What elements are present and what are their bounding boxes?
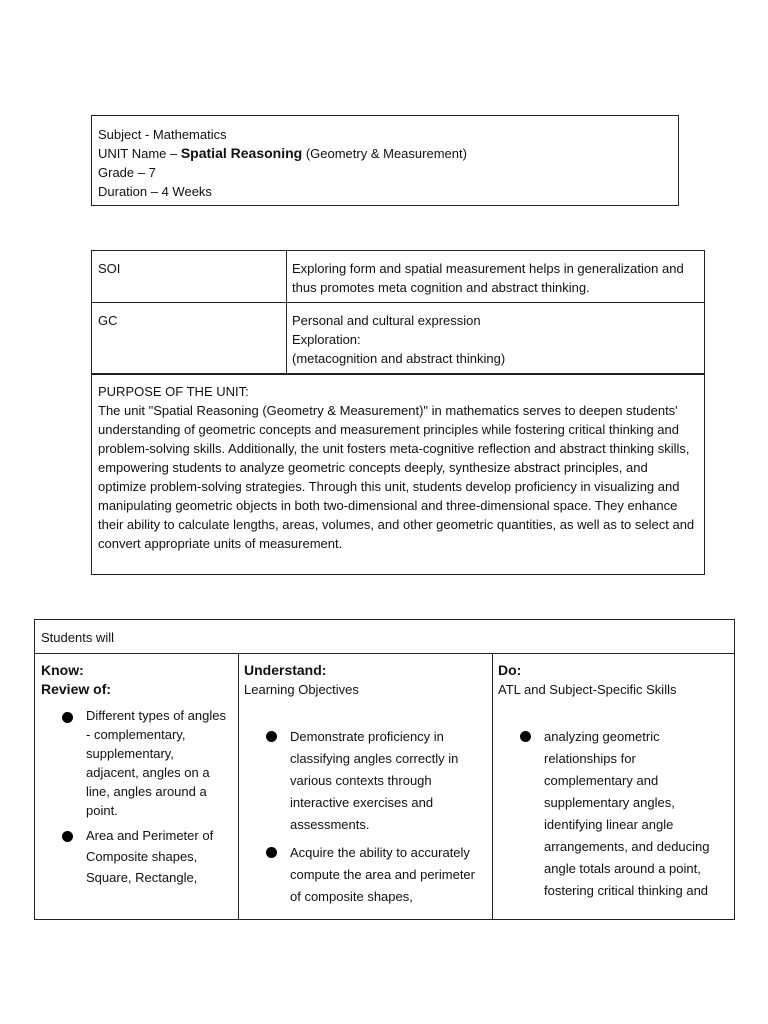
understand-item-2: Acquire the ability to accurately compute the area and perimeter of composite shapes, [290,845,475,904]
list-item [65,706,230,820]
purpose-cell [98,382,698,553]
soi-gc-table [91,250,705,575]
do-item-1: analyzing geometric relationships for complementary and supplementary angles, identifying linear angle arrangements, and deducing angle totals around a point, fostering critical thinking and [544,729,710,898]
do-heading: Do: [498,662,522,678]
know-column-header [41,661,231,699]
understand-heading: Understand: [244,662,327,678]
bullet-icon [520,731,531,742]
students-will-title: Students will [41,630,114,645]
list-item [65,825,230,888]
gc-text [292,311,697,368]
purpose-heading: PURPOSE OF THE UNIT: [98,384,249,399]
soi-column-divider [286,251,287,374]
students-will-table [34,619,735,920]
list-item [268,726,486,836]
unit-name-suffix: (Geometry & Measurement) [302,146,467,161]
learning-objectives-label: Learning Objectives [244,682,359,697]
duration-line: Duration – 4 Weeks [98,184,212,199]
list-item [268,842,486,908]
list-item [522,726,722,902]
soi-row-divider [92,302,704,303]
understand-do-divider [492,653,493,920]
subject-line: Subject - Mathematics [98,127,227,142]
purpose-text: The unit "Spatial Reasoning (Geometry & Measurement)" in mathematics serves to deepen students' understanding of geometric concepts and measurement principles while fostering critical thinking and problem-solving skills. Additionally, the unit fosters meta-cognitive reflection and abstract thinking skills, empowering students to analyze geometric concepts deeply, synthesize abstract principles, and optimize problem-solving strategies. Through this unit, students develop proficiency in visualizing and manipulating geometric objects in both two-dimensional and three-dimensional space. They enhance their ability to calculate lengths, areas, volumes, and other geometric quantities, as well as to select and convert appropriate units of measurement. [98,403,695,551]
know-item-2: Area and Perimeter of Composite shapes, Square, Rectangle, [86,828,214,885]
bullet-icon [266,731,277,742]
know-item-1: Different types of angles - complementary, supplementary, adjacent, angles on a line, angles around a point. [86,708,226,818]
know-understand-divider [238,653,239,920]
gc-label: GC [98,313,118,328]
know-heading: Know: [41,662,84,678]
gc-line-2: Exploration: [292,332,361,347]
unit-name-prefix: UNIT Name – [98,146,181,161]
review-of-heading: Review of: [41,681,112,697]
do-column-header [498,661,728,699]
understand-item-1: Demonstrate proficiency in classifying angles correctly in various contexts through interactive exercises and assessments. [290,729,459,832]
atl-skills-label: ATL and Subject-Specific Skills [498,682,677,697]
soi-text: Exploring form and spatial measurement helps in generalization and thus promotes meta cognition and abstract thinking. [292,261,684,295]
understand-list [268,726,486,908]
unit-title: Spatial Reasoning [180,145,303,161]
understand-column-header [244,661,484,699]
gc-line-1: Personal and cultural expression [292,313,481,328]
soi-label: SOI [98,261,121,276]
know-list [65,706,230,888]
bullet-icon [62,831,73,842]
gc-row-divider [92,373,704,375]
do-list [522,726,722,902]
gc-line-3: (metacognition and abstract thinking) [292,351,506,366]
bullet-icon [266,847,277,858]
unit-name-line [98,144,672,163]
bullet-icon [62,712,73,723]
grade-line: Grade – 7 [98,165,156,180]
unit-header-box [91,115,679,206]
students-will-divider [35,653,734,654]
